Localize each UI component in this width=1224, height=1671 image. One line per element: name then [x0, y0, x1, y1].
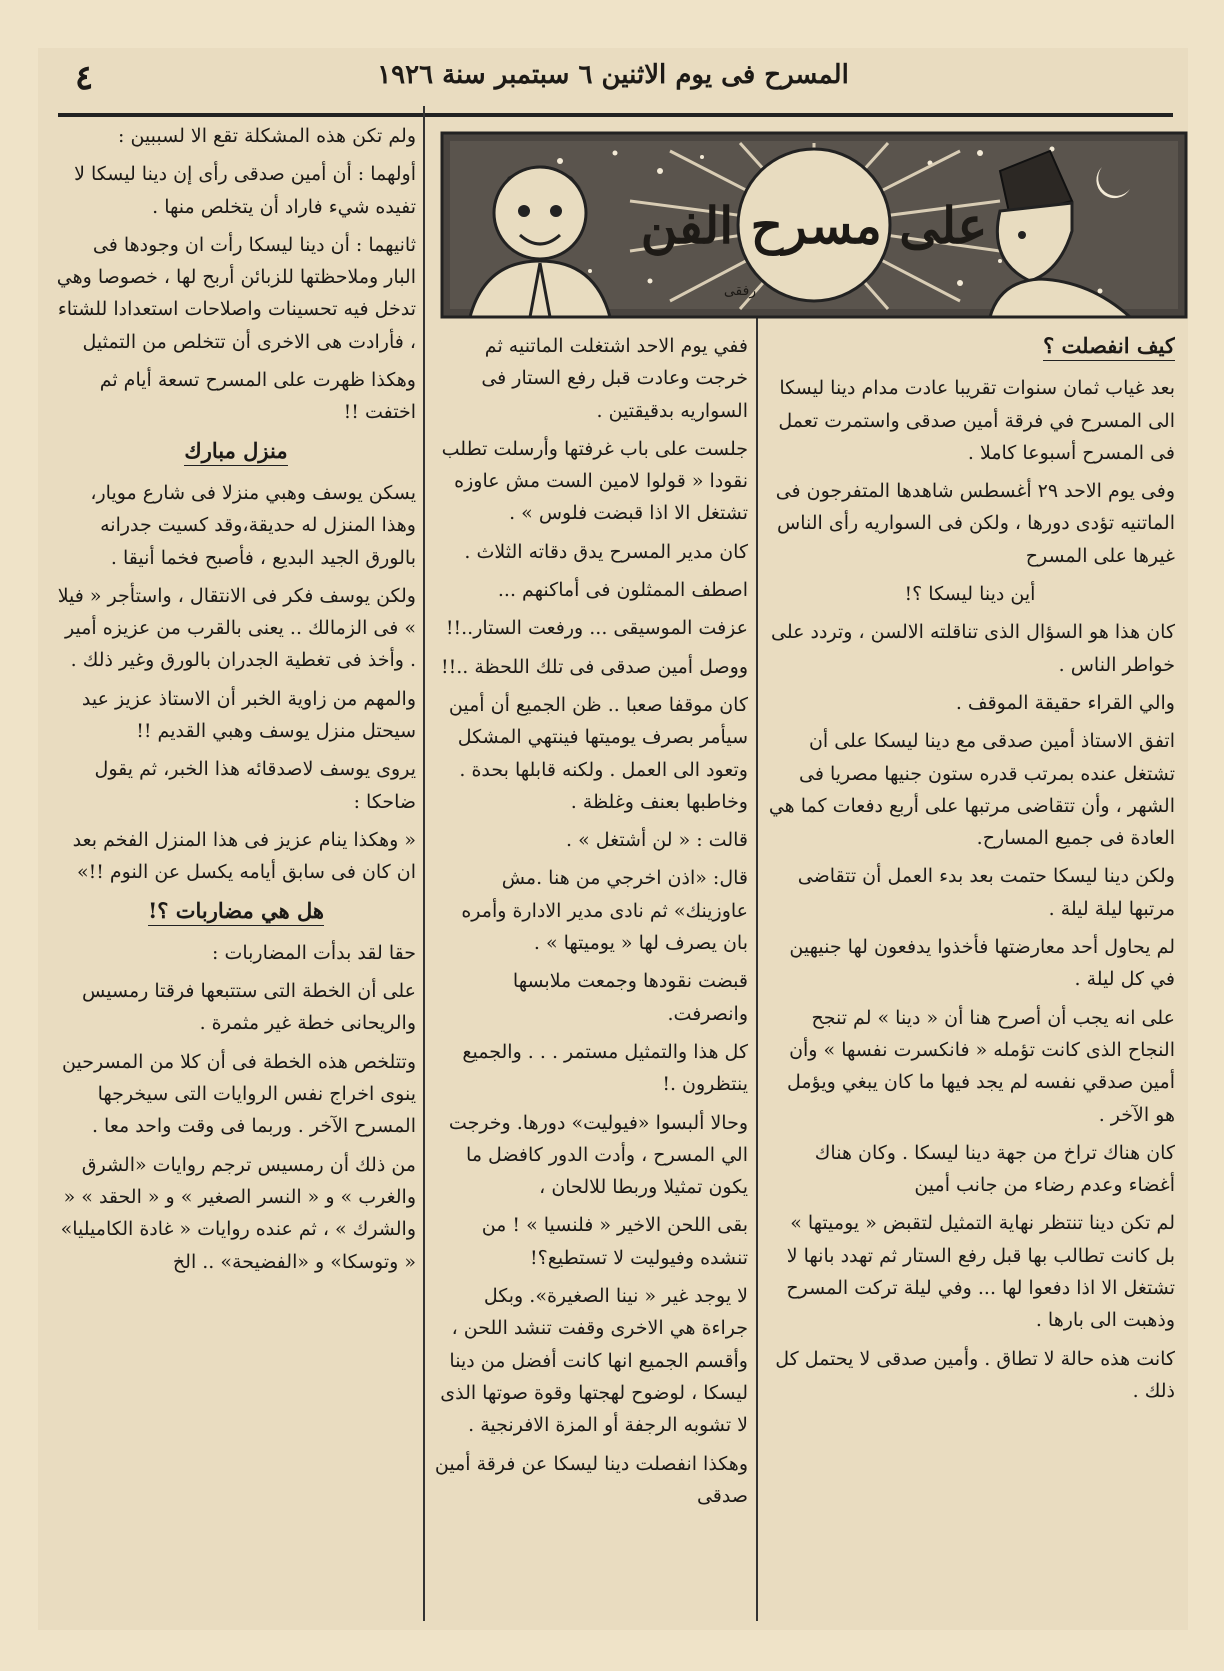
page-number: ٤ [75, 58, 94, 98]
paragraph: عزفت الموسيقى ... ورفعت الستار..!! [445, 617, 748, 640]
section-heading-house: منزل مبارك [56, 435, 416, 467]
paragraph: والي القراء حقيقة الموقف . [955, 691, 1175, 714]
paragraph: على انه يجب أن أصرح هنا أن « دينا » لم تنجح النجاح الذى كانت تؤمله « فانكسرت نفسها » وأن أمين صدقي نفسه لم يجد فيها ما كان يبغي ويؤمل هو الآخر . [786, 1006, 1175, 1126]
paragraph: قال: «اذن اخرجي من هنا .مش عاوزينك» ثم نادى مدير الادارة وأمره بان يصرف لها « يوميتها » . [461, 867, 748, 955]
paragraph: وهكذا انفصلت دينا ليسكا عن فرقة أمين صدقى [434, 1452, 748, 1507]
paragraph: بعد غياب ثمان سنوات تقريبا عادت مدام دينا ليسكا الى المسرح في فرقة أمين صدقى واستمرت تعمل فى المسرح أسبوعا كاملا . [778, 377, 1175, 464]
paragraph: كانت هذه حالة لا تطاق . وأمين صدقى لا يحتمل كل ذلك . [775, 1347, 1175, 1402]
paragraph: وتتلخص هذه الخطة فى أن كلا من المسرحين ينوى اخراج نفس الروايات التى سيخرجها المسرح الآخر . وربما فى وقت واحد معا . [62, 1050, 416, 1138]
paragraph: « وهكذا ينام عزيز فى هذا المنزل الفخم بعد ان كان فى سابق أيامه يكسل عن النوم !!» [72, 828, 416, 884]
banner-signature: رفقى [723, 283, 757, 299]
paragraph: كان مدير المسرح يدق دقاته الثلاث . [464, 540, 748, 563]
paragraph: وحالا ألبسوا «فيوليت» دورها. وخرجت الي المسرح ، وأدت الدور كافضل ما يكون تمثيلا وربطا للالحان ، [448, 1111, 748, 1199]
paragraph: جلست على باب غرفتها وأرسلت تطلب نقودا « قولوا لامين الست مش عاوزه تشتغل الا اذا قبضت فلوس » . [441, 437, 748, 525]
paragraph: اصطف الممثلون فى أماكنهم ... [497, 579, 748, 602]
paragraph: قبضت نقودها وجمعت ملابسها وانصرفت. [512, 970, 748, 1025]
paragraph: وفى يوم الاحد ٢٩ أغسطس شاهدها المتفرجون فى الماتنيه تؤدى دورها ، ولكن فى السواريه رأى الناس غيرها على المسرح [775, 480, 1175, 567]
paragraph: ففي يوم الاحد اشتغلت الماتنيه ثم خرجت وعادت قبل رفع الستار فى السواريه بدقيقتين . [481, 335, 748, 422]
paragraph: حقا لقد بدأت المضاربات : [212, 941, 416, 964]
paragraph: وهكذا ظهرت على المسرح تسعة أيام ثم اختفت !! [99, 369, 416, 424]
paragraph: يروى يوسف لاصدقائه هذا الخبر، ثم يقول ضاحكا : [94, 758, 416, 813]
right-column-heading: كيف انفصلت ؟ [765, 330, 1175, 362]
newspaper-page [38, 48, 1188, 1630]
paragraph: والمهم من زاوية الخبر أن الاستاذ عزيز عيد سيحتل منزل يوسف وهبي القديم !! [81, 687, 416, 743]
paragraph: بقى اللحن الاخير « فلنسيا » ! من تنشده وفيوليت لا تستطيع؟! [481, 1214, 748, 1269]
section-heading-speculation: هل هي مضاربات ؟! [56, 895, 416, 927]
paragraph: ولكن يوسف فكر فى الانتقال ، واستأجر « فيلا » فى الزمالك .. يعنى بالقرب من عزيزه أمير . وأخذ فى تغطية الجدران بالورق وغير ذلك . [57, 584, 416, 672]
column-divider-left [423, 106, 425, 1621]
paragraph: على أن الخطة التى ستتبعها فرقتا رمسيس والريحانى خطة غير مثمرة . [82, 980, 416, 1035]
paragraph: لا يوجد غير « نينا الصغيرة». وبكل جراءة هي الاخرى وقفت تنشد اللحن ، وأقسم الجميع انها كانت أفضل من دينا ليسكا ، لوضوح لهجتها وقوة صوتها الذى لا تشوبه الرجفة أو المزة الافرنجية . [440, 1285, 748, 1437]
banner-illustration [440, 131, 1188, 319]
paragraph: ووصل أمين صدقى فى تلك اللحظة ..!! [440, 655, 748, 678]
banner-title: على مسرح الفن [640, 196, 988, 255]
article-left-column [56, 120, 416, 1626]
article-right-column [765, 326, 1175, 1626]
paragraph: لم تكن دينا تنتظر نهاية التمثيل لتقبض « يوميتها » بل كانت تطالب بها قبل رفع الستار ثم تهدد بانها لا تشتغل الا اذا دفعوا لها ... وفي ليلة تركت المسرح وذهبت الى بارها . [786, 1212, 1175, 1332]
paragraph: اتفق الاستاذ أمين صدقى مع دينا ليسكا على أن تشتغل عنده بمرتب قدره ستون جنيها مصريا فى الشهر ، وأن تتقاضى مرتبها على أربع دفعات كما هي العادة فى جميع المسارح. [768, 730, 1175, 850]
page-title: المسرح فى يوم الاثنين ٦ سبتمبر سنة ١٩٢٦ [377, 60, 849, 90]
paragraph: ولم تكن هذه المشكلة تقع الا لسببين : [118, 125, 416, 147]
paragraph: كان موقفا صعبا .. ظن الجميع أن أمين سيأمر بصرف يوميتها فينتهي المشكل وتعود الى العمل . ولكنه قابلها بحدة . وخاطبها بعنف وغلظة . [448, 693, 748, 813]
paragraph: كل هذا والتمثيل مستمر . . . والجميع ينتظرون .! [462, 1040, 748, 1096]
article-middle-column [434, 330, 748, 1626]
page-header [38, 58, 1188, 103]
paragraph: ثانيهما : أن دينا ليسكا رأت ان وجودها فى البار وملاحظتها للزبائن أربح لها ، خصوصا وهي تدخل فيه تحسينات واصلاحات استعدادا للشتاء ، فأرادت هى الاخرى أن تتخلص من التمثيل [56, 233, 416, 353]
paragraph: أولهما : أن أمين صدقى رأى إن دينا ليسكا لا تفيده شيء فاراد أن يتخلص منها . [74, 163, 416, 218]
paragraph: كان هذا هو السؤال الذى تناقلته الالسن ، وتردد على خواطر الناس . [771, 621, 1175, 676]
paragraph: لم يحاول أحد معارضتها فأخذوا يدفعون لها جنيهين في كل ليلة . [789, 936, 1175, 991]
paragraph: يسكن يوسف وهبي منزلا فى شارع مويار، وهذا المنزل له حديقة،وقد كسيت جدرانه بالورق الجيد البديع ، فأصبح فخما أنيقا . [90, 481, 416, 569]
paragraph: كان هناك تراخ من جهة دينا ليسكا . وكان هناك أغضاء وعدم رضاء من جانب أمين [814, 1141, 1175, 1197]
header-rule [58, 113, 1173, 117]
column-divider-middle [756, 318, 758, 1621]
paragraph: من ذلك أن رمسيس ترجم روايات «الشرق والغرب » و « النسر الصغير » و « الحقد » « والشرك » ، ثم عنده روايات « غادة الكاميليا» « وتوسكا» و «الفضيحة» .. الخ [60, 1153, 416, 1273]
paragraph: قالت : « لن أشتغل » . [566, 829, 748, 852]
paragraph: أين دينا ليسكا ؟! [904, 583, 1036, 606]
paragraph: ولكن دينا ليسكا حتمت بعد بدء العمل أن تتقاضى مرتبها ليلة ليلة . [797, 865, 1175, 920]
